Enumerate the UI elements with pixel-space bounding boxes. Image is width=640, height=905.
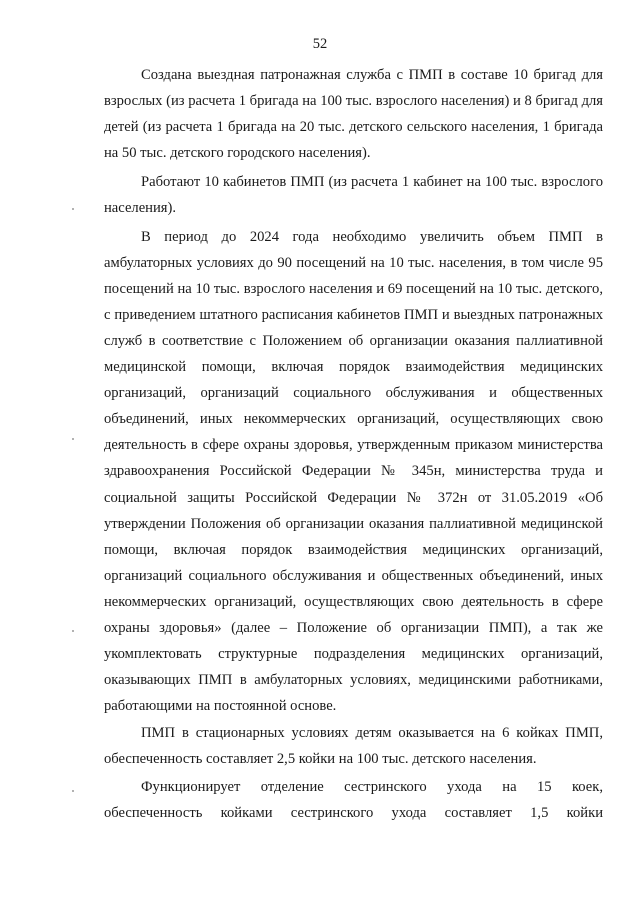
paragraph-pmp-cabinets: Работают 10 кабинетов ПМП (из расчета 1 кабинет на 100 тыс. взрослого населения).	[104, 174, 603, 217]
margin-mark	[72, 208, 74, 210]
paragraph-pmp-plan-2024: В период до 2024 года необходимо увеличить объем ПМП в амбулаторных условиях до 90 посещений на 10 тыс. населения, в том числе 95 посещений на 10 тыс. взрослого населения и 69 посещений на 10 тыс. детского, с приведением штатного расписания кабинетов ПМП и выездных патронажных служб в соответствие с Положением об организации оказания паллиативной медицинской помощи, включая порядок взаимодействия медицинских организаций, организаций социального обслуживания и общественных объединений, иных некоммерческих организаций, осуществляющих свою деятельность в сфере охраны здоровья, утвержденным приказом министерства здравоохранения Российской Федерации № 345н, министерства труда и социальной защиты Российской Федерации № 372н от 31.05.2019 «Об утверждении Положения об организации оказания паллиативной медицинской помощи, включая порядок взаимодействия медицинских организаций, организаций социального обслуживания и общественных объединений, иных некоммерческих организаций, осуществляющих свою деятельность в сфере охраны здоровья» (далее – Положение об организации ПМП), а так же укомплектовать структурные подразделения медицинских организаций, оказывающих ПМП в амбулаторных условиях, медицинскими работниками, работающими на постоянной основе.	[104, 228, 603, 715]
document-body	[104, 62, 603, 826]
paragraph-pmp-inpatient-children: ПМП в стационарных условиях детям оказывается на 6 койках ПМП, обеспеченность составляет 2,5 койки на 100 тыс. детского населения.	[104, 725, 603, 768]
margin-mark	[72, 790, 74, 792]
margin-mark	[72, 438, 74, 440]
margin-mark	[72, 630, 74, 632]
paragraph-nursing-department: Функционирует отделение сестринского ухода на 15 коек, обеспеченность койками сестринского ухода составляет 1,5 койки	[104, 778, 603, 821]
paragraph-patronage-service: Создана выездная патронажная служба с ПМП в составе 10 бригад для взрослых (из расчета 1 бригада на 100 тыс. взрослого населения) и 8 бригад для детей (из расчета 1 бригада на 20 тыс. детского сельского населения, 1 бригада на 50 тыс. детского городского населения).	[104, 67, 603, 162]
page-number: 52	[312, 36, 328, 52]
